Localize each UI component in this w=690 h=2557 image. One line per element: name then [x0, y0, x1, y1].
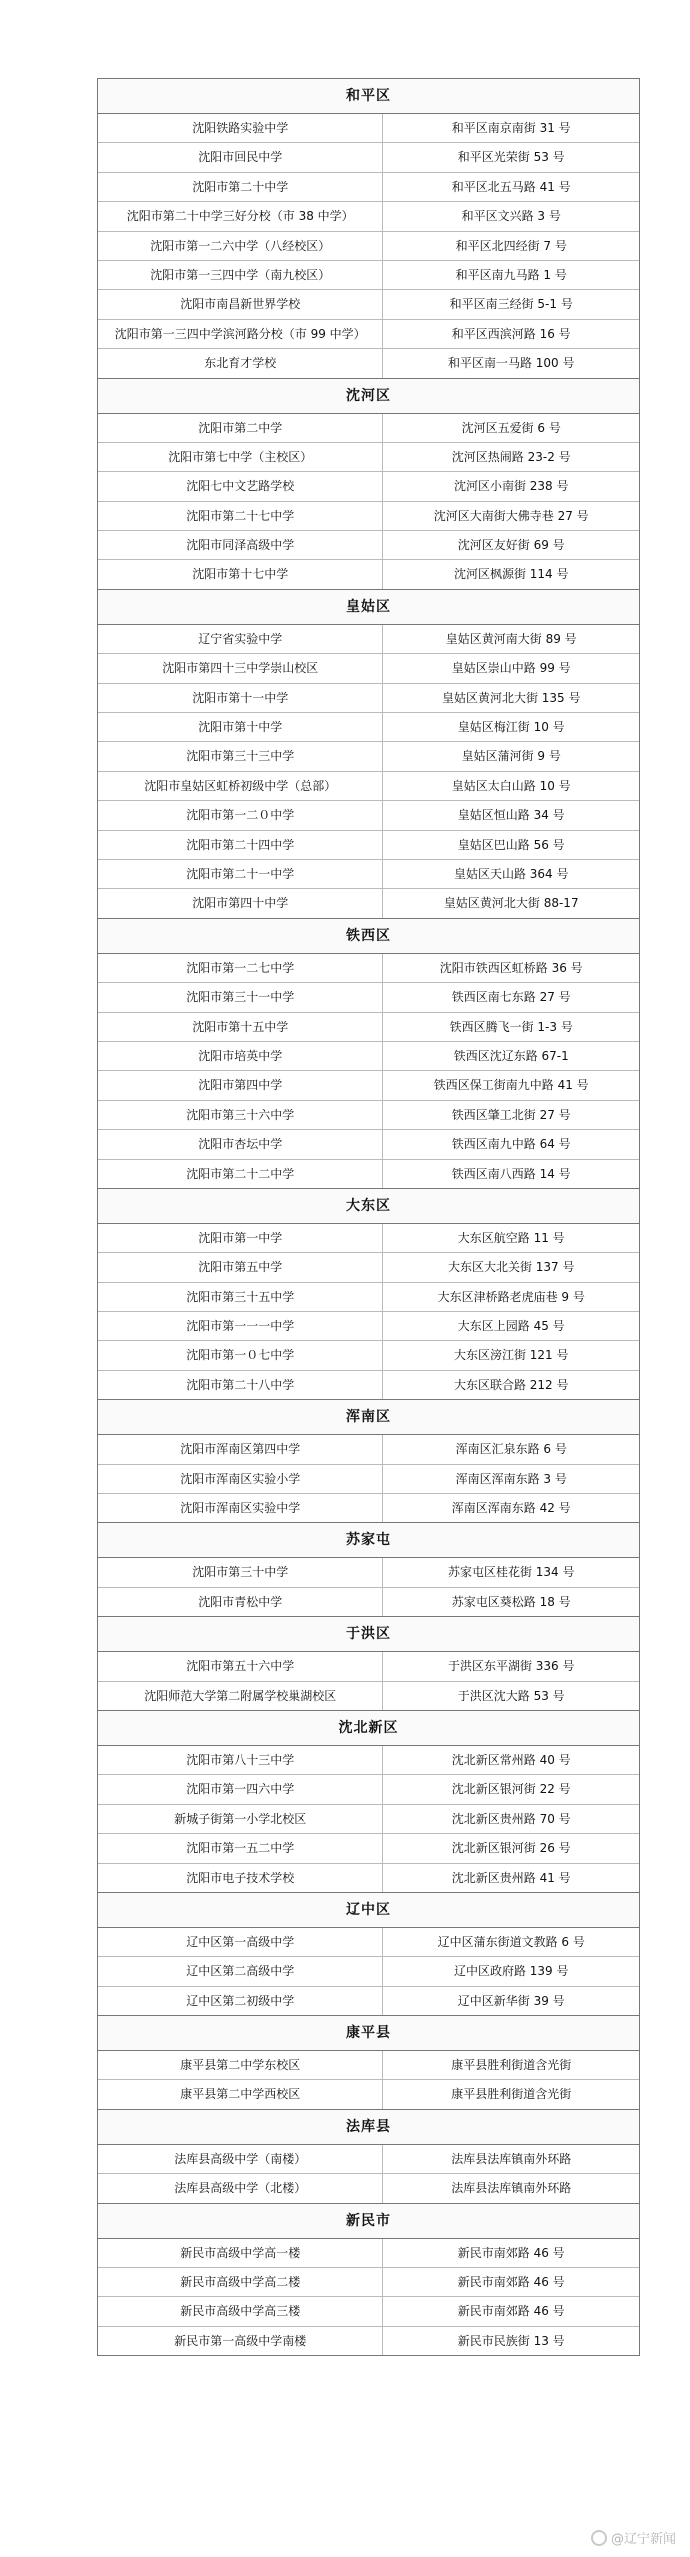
school-address: 皇姑区黄河北大街 88-17 [443, 896, 579, 911]
table-row [98, 1652, 639, 1681]
table-row [98, 472, 639, 501]
school-name: 新民市第一高级中学南楼 [98, 2327, 383, 2355]
school-address: 铁西区南八西路 14 号 [451, 1166, 571, 1181]
table-row [98, 654, 639, 683]
table-row [98, 173, 639, 202]
table-row [98, 2297, 639, 2326]
school-name: 东北育才学校 [98, 349, 383, 377]
table-row [98, 290, 639, 319]
school-name: 沈阳市第三十三中学 [98, 742, 383, 770]
school-address: 大东区上园路 45 号 [457, 1319, 565, 1334]
school-name: 沈阳市第三十中学 [98, 1558, 383, 1586]
table-row [98, 1834, 639, 1863]
school-address: 皇姑区黄河北大街 135 号 [441, 690, 581, 705]
school-address: 辽中区政府路 139 号 [453, 1964, 569, 1979]
school-address: 和平区北五马路 41 号 [451, 179, 571, 194]
school-address: 大东区津桥路老虎庙巷 9 号 [437, 1289, 585, 1304]
district-header: 于洪区 [98, 1617, 639, 1652]
table-row [98, 2080, 639, 2109]
weibo-watermark [591, 2528, 676, 2547]
school-address: 和平区北四经街 7 号 [455, 238, 567, 253]
school-name: 法库县高级中学（南楼） [98, 2145, 383, 2173]
school-address: 沈河区枫源街 114 号 [453, 567, 569, 582]
table-row [98, 1341, 639, 1370]
school-name: 新民市高级中学高三楼 [98, 2297, 383, 2325]
school-address: 皇姑区天山路 364 号 [453, 866, 569, 881]
school-name: 法库县高级中学（北楼） [98, 2174, 383, 2202]
district-header: 大东区 [98, 1189, 639, 1224]
school-address: 浑南区浑南东路 42 号 [451, 1501, 571, 1516]
school-address: 沈北新区银河街 26 号 [451, 1841, 571, 1856]
table-row [98, 1283, 639, 1312]
school-address: 法库县法库镇南外环路 [451, 2151, 572, 2166]
school-name: 辽中区第二初级中学 [98, 1987, 383, 2015]
school-name: 沈阳市第三十六中学 [98, 1101, 383, 1129]
school-name: 沈阳市杏坛中学 [98, 1130, 383, 1158]
table-row [98, 320, 639, 349]
school-name: 沈阳市第三十一中学 [98, 983, 383, 1011]
school-name: 沈阳市回民中学 [98, 143, 383, 171]
school-name: 沈阳市第一二七中学 [98, 954, 383, 982]
school-address: 苏家屯区葵松路 18 号 [451, 1594, 571, 1609]
school-address: 铁西区南七东路 27 号 [451, 990, 571, 1005]
school-address: 沈河区热闹路 23-2 号 [451, 449, 571, 464]
school-address: 皇姑区蒲河街 9 号 [461, 749, 561, 764]
school-address: 和平区南一马路 100 号 [447, 356, 575, 371]
table-row [98, 801, 639, 830]
school-address: 皇姑区恒山路 34 号 [457, 808, 565, 823]
school-address: 康平县胜利街道含光街 [451, 2058, 572, 2073]
table-row [98, 1775, 639, 1804]
school-name: 沈阳市浑南区第四中学 [98, 1435, 383, 1463]
table-row [98, 531, 639, 560]
table-row [98, 502, 639, 531]
school-name: 沈阳市电子技术学校 [98, 1864, 383, 1892]
table-row [98, 1494, 639, 1523]
school-name: 沈阳市第一二六中学（八经校区） [98, 232, 383, 260]
school-name: 沈阳七中文艺路学校 [98, 472, 383, 500]
school-address: 沈北新区常州路 40 号 [451, 1752, 571, 1767]
school-address: 浑南区汇泉东路 6 号 [455, 1442, 567, 1457]
school-address: 辽中区蒲东街道文教路 6 号 [437, 1934, 585, 1949]
school-name: 沈阳市第十一中学 [98, 684, 383, 712]
table-row [98, 560, 639, 589]
table-row [98, 1101, 639, 1130]
table-row [98, 1013, 639, 1042]
table-row [98, 1253, 639, 1282]
district-header: 铁西区 [98, 919, 639, 954]
school-address: 大东区滂江街 121 号 [453, 1348, 569, 1363]
school-name: 沈阳市皇姑区虹桥初级中学（总部） [98, 772, 383, 800]
school-name: 新民市高级中学高二楼 [98, 2268, 383, 2296]
school-address: 沈河区大南街大佛寺巷 27 号 [433, 508, 589, 523]
district-header: 苏家屯 [98, 1523, 639, 1558]
weibo-icon [591, 2530, 607, 2546]
table-row [98, 1042, 639, 1071]
table-row [98, 1071, 639, 1100]
school-name: 沈阳市第一五二中学 [98, 1834, 383, 1862]
table-row [98, 114, 639, 143]
table-row [98, 2268, 639, 2297]
school-address: 新民市南郊路 46 号 [457, 2275, 565, 2290]
exam-sites-table [97, 78, 640, 2356]
school-address: 和平区光荣街 53 号 [457, 150, 565, 165]
table-row [98, 1957, 639, 1986]
district-header: 皇姑区 [98, 590, 639, 625]
school-name: 沈阳市第四中学 [98, 1071, 383, 1099]
school-name: 沈阳市第五中学 [98, 1253, 383, 1281]
school-name: 辽宁省实验中学 [98, 625, 383, 653]
school-name: 沈阳市第十五中学 [98, 1013, 383, 1041]
school-address: 大东区联合路 212 号 [453, 1377, 569, 1392]
table-row [98, 2145, 639, 2174]
school-address: 铁西区保工街南九中路 41 号 [433, 1078, 589, 1093]
school-name: 沈阳市第二十七中学 [98, 502, 383, 530]
school-name: 沈阳市第十中学 [98, 713, 383, 741]
school-address: 大东区大北关街 137 号 [447, 1260, 575, 1275]
district-header: 和平区 [98, 79, 639, 114]
school-address: 法库县法库镇南外环路 [451, 2181, 572, 2196]
school-address: 铁西区沈辽东路 67-1 [453, 1048, 569, 1063]
school-address: 于洪区东平湖街 336 号 [447, 1659, 575, 1674]
school-address: 沈河区五爱街 6 号 [461, 420, 561, 435]
school-address: 和平区南京南街 31 号 [451, 121, 571, 135]
school-name: 沈阳市同泽高级中学 [98, 531, 383, 559]
school-name: 沈阳市浑南区实验中学 [98, 1494, 383, 1522]
school-address: 铁西区肇工北街 27 号 [451, 1107, 571, 1122]
table-row [98, 1928, 639, 1957]
school-name: 沈阳市第四十三中学崇山校区 [98, 654, 383, 682]
school-address: 新民市南郊路 46 号 [457, 2245, 565, 2260]
table-row [98, 349, 639, 378]
school-name: 沈阳市第一三四中学滨河路分校（市 99 中学） [98, 320, 383, 348]
table-row [98, 1435, 639, 1464]
table-row [98, 2239, 639, 2268]
school-name: 沈阳市第八十三中学 [98, 1746, 383, 1774]
district-header: 辽中区 [98, 1893, 639, 1928]
school-address: 皇姑区巴山路 56 号 [457, 837, 565, 852]
school-name: 沈阳市第二十中学三好分校（市 38 中学） [98, 202, 383, 230]
school-address: 新民市民族街 13 号 [457, 2333, 565, 2348]
school-name: 沈阳市第二十二中学 [98, 1160, 383, 1188]
school-address: 辽中区新华街 39 号 [457, 1993, 565, 2008]
school-name: 沈阳市第一中学 [98, 1224, 383, 1252]
table-row [98, 1465, 639, 1494]
school-address: 和平区西滨河路 16 号 [451, 326, 571, 341]
school-name: 新民市高级中学高一楼 [98, 2239, 383, 2267]
school-address: 康平县胜利街道含光街 [451, 2087, 572, 2102]
school-name: 沈阳市第二十一中学 [98, 860, 383, 888]
table-row [98, 625, 639, 654]
table-row [98, 831, 639, 860]
school-address: 沈河区小南街 238 号 [453, 479, 569, 494]
table-row [98, 232, 639, 261]
school-name: 沈阳市第一一一中学 [98, 1312, 383, 1340]
table-row [98, 1746, 639, 1775]
school-address: 铁西区南九中路 64 号 [451, 1137, 571, 1152]
table-row [98, 772, 639, 801]
district-header: 沈河区 [98, 379, 639, 414]
school-address: 和平区南九马路 1 号 [455, 267, 567, 282]
table-row [98, 202, 639, 231]
table-row [98, 1130, 639, 1159]
table-row [98, 443, 639, 472]
table-row [98, 1371, 639, 1400]
school-name: 沈阳师范大学第二附属学校巢湖校区 [98, 1682, 383, 1710]
district-header: 浑南区 [98, 1400, 639, 1435]
school-name: 沈阳市第七中学（主校区） [98, 443, 383, 471]
school-name: 康平县第二中学东校区 [98, 2051, 383, 2079]
table-row [98, 2327, 639, 2356]
school-name: 沈阳市第五十六中学 [98, 1652, 383, 1680]
table-row [98, 713, 639, 742]
table-row [98, 860, 639, 889]
school-name: 沈阳市第三十五中学 [98, 1283, 383, 1311]
school-address: 皇姑区崇山中路 99 号 [451, 661, 571, 676]
school-address: 皇姑区梅江街 10 号 [457, 720, 565, 735]
table-row [98, 983, 639, 1012]
school-address: 苏家屯区桂花街 134 号 [447, 1565, 575, 1580]
school-address: 浑南区浑南东路 3 号 [455, 1471, 567, 1486]
school-name: 辽中区第二高级中学 [98, 1957, 383, 1985]
school-name: 沈阳市培英中学 [98, 1042, 383, 1070]
table-row [98, 1682, 639, 1711]
table-row [98, 889, 639, 918]
school-name: 沈阳市第一三四中学（南九校区） [98, 261, 383, 289]
school-name: 沈阳市第四十中学 [98, 889, 383, 917]
school-address: 和平区文兴路 3 号 [461, 209, 561, 224]
school-name: 沈阳市第一０七中学 [98, 1341, 383, 1369]
district-header: 新民市 [98, 2204, 639, 2239]
table-row [98, 1558, 639, 1587]
school-name: 沈阳市第二十八中学 [98, 1371, 383, 1399]
district-header: 康平县 [98, 2016, 639, 2051]
school-address: 沈北新区贵州路 41 号 [451, 1870, 571, 1885]
district-header: 沈北新区 [98, 1711, 639, 1746]
school-address: 大东区航空路 11 号 [457, 1230, 565, 1245]
table-row [98, 684, 639, 713]
table-row [98, 261, 639, 290]
school-name: 沈阳市青松中学 [98, 1588, 383, 1616]
school-address: 沈河区友好街 69 号 [457, 538, 565, 553]
school-address: 和平区南三经街 5-1 号 [449, 297, 573, 312]
table-row [98, 1588, 639, 1617]
school-name: 沈阳市第二中学 [98, 414, 383, 442]
school-name: 康平县第二中学西校区 [98, 2080, 383, 2108]
table-row [98, 954, 639, 983]
school-name: 沈阳市第十七中学 [98, 560, 383, 588]
table-row [98, 1160, 639, 1189]
table-row [98, 414, 639, 443]
school-address: 皇姑区太白山路 10 号 [451, 778, 571, 793]
table-row [98, 2051, 639, 2080]
school-name: 沈阳市第二十四中学 [98, 831, 383, 859]
school-name: 沈阳市第一二０中学 [98, 801, 383, 829]
table-row [98, 1864, 639, 1893]
school-address: 铁西区腾飞一街 1-3 号 [449, 1019, 573, 1034]
table-row [98, 742, 639, 771]
table-row [98, 2174, 639, 2203]
watermark-text: @辽宁新闻 [610, 2532, 676, 2547]
school-name: 沈阳市南昌新世界学校 [98, 290, 383, 318]
school-address: 皇姑区黄河南大街 89 号 [445, 631, 577, 646]
school-name: 沈阳铁路实验中学 [98, 114, 383, 142]
school-address: 于洪区沈大路 53 号 [457, 1688, 565, 1703]
school-name: 新城子街第一小学北校区 [98, 1805, 383, 1833]
school-address: 新民市南郊路 46 号 [457, 2304, 565, 2319]
school-name: 辽中区第一高级中学 [98, 1928, 383, 1956]
school-address: 沈阳市铁西区虹桥路 36 号 [439, 960, 583, 975]
school-name: 沈阳市浑南区实验小学 [98, 1465, 383, 1493]
table-row [98, 1312, 639, 1341]
table-row [98, 1987, 639, 2016]
table-row [98, 1224, 639, 1253]
district-header: 法库县 [98, 2110, 639, 2145]
school-address: 沈北新区贵州路 70 号 [451, 1811, 571, 1826]
school-name: 沈阳市第二十中学 [98, 173, 383, 201]
table-row [98, 1805, 639, 1834]
school-address: 沈北新区银河街 22 号 [451, 1782, 571, 1797]
school-name: 沈阳市第一四六中学 [98, 1775, 383, 1803]
table-row [98, 143, 639, 172]
